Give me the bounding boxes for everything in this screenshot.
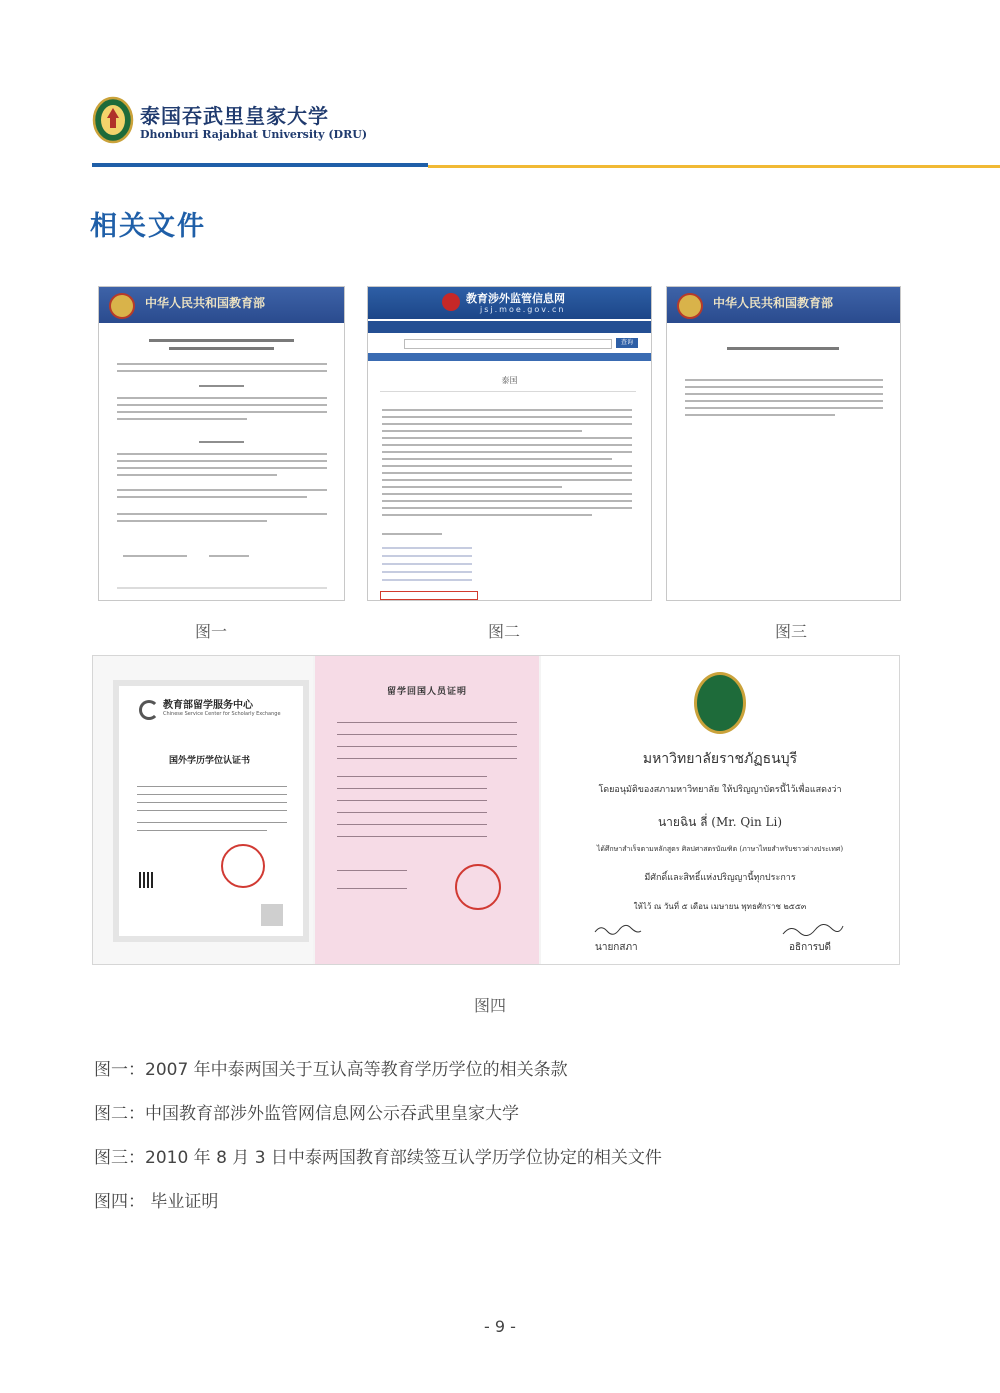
header-rule-gold	[428, 165, 1000, 168]
signature-right-title: อธิการบดี	[789, 942, 831, 953]
diploma-line-5: มีศักดิ์และสิทธิ์แห่งปริญญานี้ทุกประการ	[644, 873, 796, 883]
signature-left-icon	[593, 922, 643, 936]
returnee-title: 留学回国人员证明	[386, 687, 467, 697]
signature-right-icon	[781, 922, 845, 938]
diploma-line-2: โดยอนุมัติของสภามหาวิทยาลัย ให้ปริญญาบัตรนี้ไว้เพื่อแสดงว่า	[598, 785, 842, 795]
dru-emblem-icon	[694, 672, 746, 734]
org-name-cn: 教育部留学服务中心	[163, 700, 253, 711]
figure-notes	[94, 1055, 914, 1212]
note-fig3: 图三：2010 年 8 月 3 日中泰两国教育部续签互认学历学位协定的相关文件	[94, 1148, 662, 1168]
national-emblem-icon	[677, 293, 703, 319]
section-title: 相关文件	[90, 211, 206, 242]
ministry-banner	[667, 287, 900, 323]
site-title: 教育涉外监管信息网	[466, 292, 565, 305]
figure-3-image	[666, 286, 901, 601]
banner-title: 中华人民共和国教育部	[145, 296, 266, 310]
site-logo-icon	[442, 293, 460, 311]
diploma-line-3: นายฉิน ลี่ (Mr. Qin Li)	[657, 815, 783, 829]
ministry-banner	[99, 287, 344, 323]
search-input	[404, 339, 612, 349]
banner-title: 中华人民共和国教育部	[713, 296, 834, 310]
diploma-line-4: ได้ศึกษาสำเร็จตามหลักสูตร ศิลปศาสตรบัณฑิต (ภาษาไทยสำหรับชาวต่างประเทศ)	[596, 845, 844, 853]
figure-1-image	[98, 286, 345, 601]
qr-code-icon	[139, 872, 155, 888]
note-fig1: 图一：2007 年中泰两国关于互认高等教育学历学位的相关条款	[94, 1060, 568, 1080]
university-logo	[92, 96, 134, 144]
note-fig2: 图二：中国教育部涉外监管网信息网公示吞武里皇家大学	[94, 1104, 519, 1124]
certification-document	[93, 656, 313, 964]
org-name-en: Chinese Service Center for Scholarly Exchange	[163, 711, 281, 717]
highlight-box	[380, 591, 478, 600]
page-number: - 9 -	[484, 1317, 516, 1336]
site-nav-bar	[368, 321, 651, 333]
figure-2-caption: 图二	[488, 622, 521, 641]
university-name-en: Dhonburi Rajabhat University (DRU)	[140, 128, 368, 141]
figure-4-image	[92, 655, 900, 965]
diploma-line-6: ให้ไว้ ณ วันที่ ๕ เดือน เมษายน พุทธศักราช ๒๕๕๓	[633, 902, 807, 911]
header-rule-blue	[92, 163, 428, 167]
search-button: 查询	[616, 338, 638, 348]
site-banner	[368, 287, 651, 319]
red-seal-icon	[221, 844, 265, 888]
figure-3-caption: 图三	[775, 622, 808, 641]
thai-diploma	[541, 656, 899, 964]
national-emblem-icon	[109, 293, 135, 319]
hologram-icon	[261, 904, 283, 926]
figure-2-image	[367, 286, 652, 601]
country-heading: 泰国	[501, 376, 518, 385]
university-name-cn: 泰国吞武里皇家大学	[140, 104, 329, 128]
figure-1-caption: 图一	[195, 622, 228, 641]
red-seal-icon	[455, 864, 501, 910]
figure-4-caption: 图四	[474, 996, 507, 1015]
certificate-title: 国外学历学位认证书	[169, 756, 251, 766]
cscse-logo-icon	[139, 700, 159, 720]
diploma-line-1: มหาวิทยาลัยราชภัฏธนบุรี	[642, 751, 798, 767]
returnee-certificate	[315, 656, 539, 964]
site-domain: jsj.moe.gov.cn	[480, 305, 566, 314]
note-fig4: 图四： 毕业证明	[94, 1192, 219, 1212]
signature-left-title: นายกสภา	[595, 942, 638, 953]
site-sub-nav	[368, 353, 651, 361]
